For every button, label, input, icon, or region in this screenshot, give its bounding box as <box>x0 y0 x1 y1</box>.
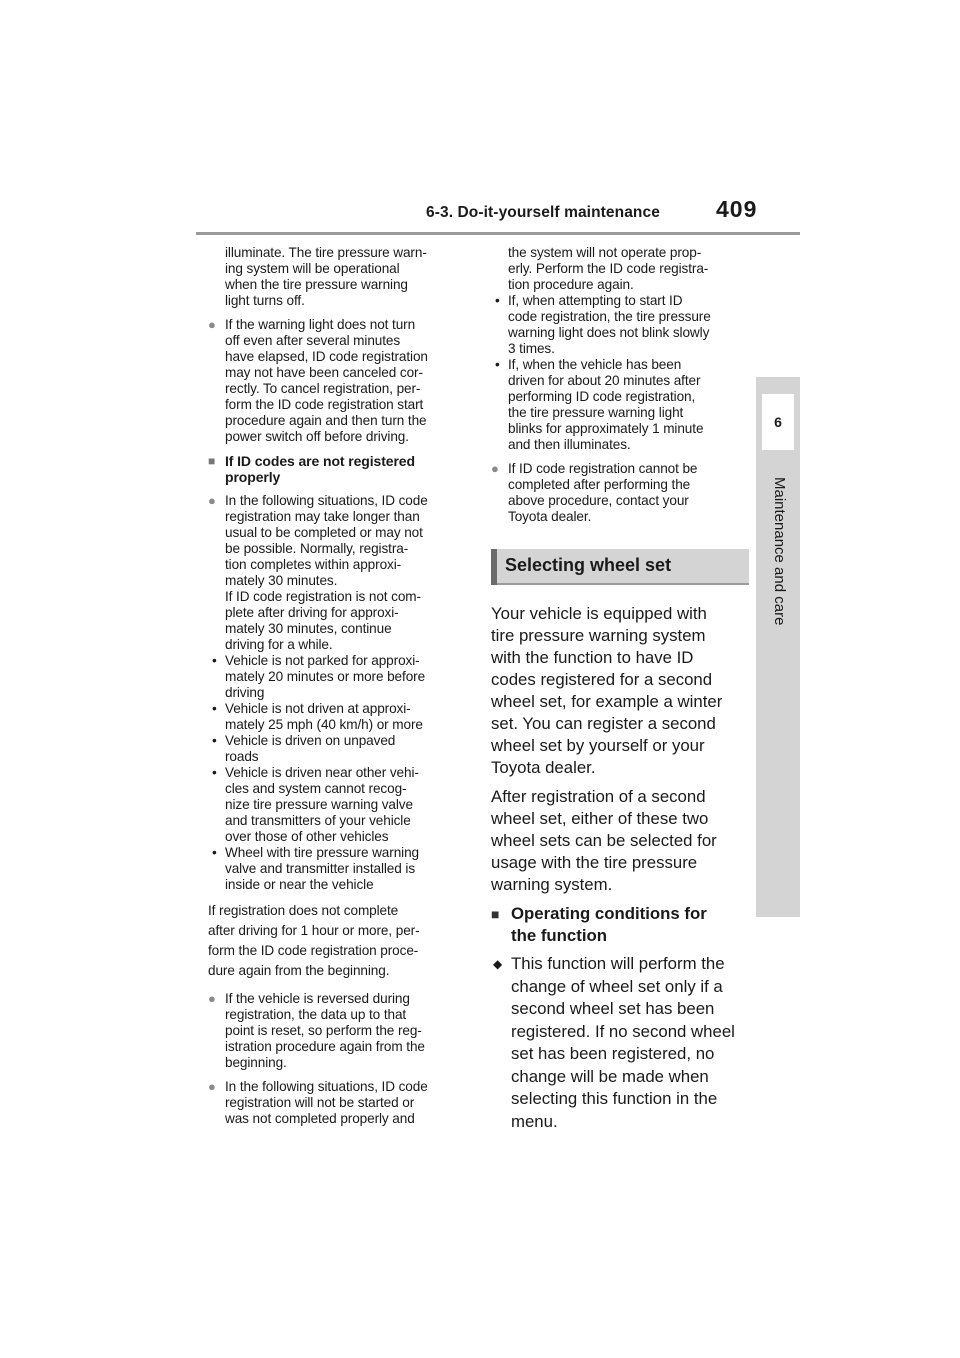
header-rule <box>196 232 800 235</box>
text-line: erly. Perform the ID code registra- <box>508 261 709 276</box>
text-line: wheel sets can be selected for <box>491 831 717 850</box>
text-line: inside or near the vehicle <box>225 877 374 892</box>
text-line: If, when the vehicle has been <box>508 357 682 372</box>
text-line: menu. <box>511 1111 558 1131</box>
text-line: 3 times. <box>508 341 555 356</box>
text-line: dure again from the beginning. <box>208 963 390 978</box>
text-line: tion completes within approxi- <box>225 557 402 572</box>
text-line: Wheel with tire pressure warning <box>225 845 419 860</box>
text-line: with the function to have ID <box>491 648 694 667</box>
list-item <box>491 461 753 525</box>
text-line: wheel set, for example a winter <box>491 692 723 711</box>
text-line: plete after driving for approxi- <box>225 605 399 620</box>
text-line: may not have been canceled cor- <box>225 365 423 380</box>
dash-list-item <box>491 293 753 357</box>
text-line: point is reset, so perform the reg- <box>225 1023 422 1038</box>
text-line: blinks for approximately 1 minute <box>508 421 704 436</box>
text-line: nize tire pressure warning valve <box>225 797 413 812</box>
text-line: mately 20 minutes or more before <box>225 669 426 684</box>
text-line: roads <box>225 749 259 764</box>
text-line: selecting this function in the <box>511 1089 718 1108</box>
text-line: Vehicle is not driven at approxi- <box>225 701 411 716</box>
text-line: If the warning light does not turn <box>225 317 416 332</box>
dot-icon: • <box>212 845 217 860</box>
page-header-title: 6-3. Do-it-yourself maintenance <box>426 204 660 221</box>
text-line: If ID code registration cannot be <box>508 461 698 476</box>
body-paragraph <box>491 786 753 896</box>
text-line: If ID code registration is not com- <box>225 589 421 604</box>
text-line: ing system will be operational <box>225 261 400 276</box>
text-line: form the ID code registration proce- <box>208 943 419 958</box>
dot-icon: • <box>495 357 500 372</box>
text-line: tion procedure again. <box>508 277 634 292</box>
text-line: In the following situations, ID code <box>225 493 428 508</box>
bullet-icon: ● <box>208 493 216 508</box>
text-line: procedure again and then turn the <box>225 413 427 428</box>
text-line: In the following situations, ID code <box>225 1079 428 1094</box>
dash-list-item <box>208 653 470 701</box>
text-line: form the ID code registration start <box>225 397 424 412</box>
text-line: performing ID code registration, <box>508 389 696 404</box>
dot-icon: • <box>212 701 217 716</box>
text-line: warning system. <box>491 875 613 894</box>
text-line: registered. If no second wheel <box>511 1021 735 1041</box>
text-line: Vehicle is not parked for approxi- <box>225 653 420 668</box>
text-line: off even after several minutes <box>225 333 401 348</box>
text-line: codes registered for a second <box>491 670 713 689</box>
bullet-icon: ● <box>491 461 499 476</box>
text-line: change of wheel set only if a <box>511 976 723 996</box>
text-line: driven for about 20 minutes after <box>508 373 701 388</box>
text-line: and transmitters of your vehicle <box>225 813 411 828</box>
text-line: cles and system cannot recog- <box>225 781 407 796</box>
text-line: when the tire pressure warning <box>225 277 408 292</box>
text-line: mately 30 minutes. <box>225 573 338 588</box>
dot-icon: • <box>212 733 217 748</box>
page-number: 409 <box>716 196 758 222</box>
text-line: change will be made when <box>511 1066 709 1086</box>
chapter-number-box: 6 <box>762 394 794 450</box>
subsection-heading <box>491 903 753 947</box>
bullet-icon: ● <box>208 317 216 332</box>
text-line: have elapsed, ID code registration <box>225 349 428 364</box>
text-line: code registration, the tire pressure <box>508 309 711 324</box>
bullet-icon: ● <box>208 1079 216 1094</box>
list-item <box>208 493 470 653</box>
diamond-bullet-icon: ◆ <box>493 957 503 971</box>
text-line: the function <box>511 926 608 945</box>
text-line: completed after performing the <box>508 477 691 492</box>
dash-list-item <box>208 701 470 733</box>
bullet-icon: ● <box>208 991 216 1006</box>
text-line: If registration does not complete <box>208 903 399 918</box>
square-bullet-icon: ■ <box>491 906 500 922</box>
text-line: usage with the tire pressure <box>491 853 698 872</box>
text-line: illuminate. The tire pressure warn- <box>225 245 427 260</box>
text-line: set. You can register a second <box>491 714 716 733</box>
body-paragraph <box>491 603 753 779</box>
list-item <box>208 1079 470 1127</box>
list-item <box>208 317 470 445</box>
list-item <box>208 991 470 1071</box>
text-line: driving for a while. <box>225 637 333 652</box>
text-line: power switch off before driving. <box>225 429 409 444</box>
left-column <box>208 245 470 1135</box>
text-line: rectly. To cancel registration, per- <box>225 381 421 396</box>
text-line: properly <box>225 469 281 485</box>
text-line: mately 25 mph (40 km/h) or more <box>225 717 423 732</box>
dot-icon: • <box>212 653 217 668</box>
dash-list-item <box>491 357 753 453</box>
section-header <box>491 549 749 585</box>
text-line: istration procedure again from the <box>225 1039 425 1054</box>
dot-icon: • <box>495 293 500 308</box>
list-item <box>491 953 753 1133</box>
text-line: the system will not operate prop- <box>508 245 702 260</box>
right-column <box>491 245 753 1133</box>
text-line: Vehicle is driven on unpaved <box>225 733 396 748</box>
text-line: Operating conditions for <box>511 904 707 923</box>
text-line: over those of other vehicles <box>225 829 389 844</box>
text-line: warning light does not blink slowly <box>508 325 710 340</box>
text-line: mately 30 minutes, continue <box>225 621 392 636</box>
text-line: tire pressure warning system <box>491 626 706 645</box>
text-line: registration will not be started or <box>225 1095 415 1110</box>
continued-text <box>208 245 470 309</box>
text-line: Toyota dealer. <box>508 509 592 524</box>
text-line: above procedure, contact your <box>508 493 689 508</box>
chapter-title: Maintenance and care <box>771 477 788 626</box>
dash-list-item <box>208 765 470 845</box>
continued-text <box>491 245 753 293</box>
text-line: wheel set by yourself or your <box>491 736 705 755</box>
text-line: be possible. Normally, registra- <box>225 541 409 556</box>
text-line: Your vehicle is equipped with <box>491 604 707 623</box>
square-bullet-icon: ■ <box>208 454 216 468</box>
section-title: Selecting wheel set <box>505 555 672 575</box>
subsection-heading <box>208 453 470 485</box>
text-line: This function will perform the <box>511 954 725 973</box>
text-line: valve and transmitter installed is <box>225 861 416 876</box>
text-line: after driving for 1 hour or more, per- <box>208 923 420 938</box>
text-line: After registration of a second <box>491 787 706 806</box>
plain-paragraph <box>208 901 470 981</box>
text-line: wheel set, either of these two <box>491 809 709 828</box>
text-line: second wheel set has been <box>511 999 715 1018</box>
text-line: If the vehicle is reversed during <box>225 991 410 1006</box>
text-line: was not completed properly and <box>225 1111 415 1126</box>
text-line: set has been registered, no <box>511 1044 715 1063</box>
text-line: If ID codes are not registered <box>225 453 415 469</box>
text-line: beginning. <box>225 1055 287 1070</box>
dot-icon: • <box>212 765 217 780</box>
text-line: usual to be completed or may not <box>225 525 423 540</box>
text-line: the tire pressure warning light <box>508 405 684 420</box>
section-header-bar <box>491 549 497 585</box>
text-line: driving <box>225 685 265 700</box>
text-line: Vehicle is driven near other vehi- <box>225 765 419 780</box>
text-line: and then illuminates. <box>508 437 631 452</box>
dash-list-item <box>208 845 470 893</box>
dash-list-item <box>208 733 470 765</box>
text-line: registration may take longer than <box>225 509 420 524</box>
text-line: registration, the data up to that <box>225 1007 407 1022</box>
text-line: light turns off. <box>225 293 305 308</box>
text-line: Toyota dealer. <box>491 758 596 777</box>
text-line: If, when attempting to start ID <box>508 293 683 308</box>
chapter-side-tab <box>756 377 800 917</box>
